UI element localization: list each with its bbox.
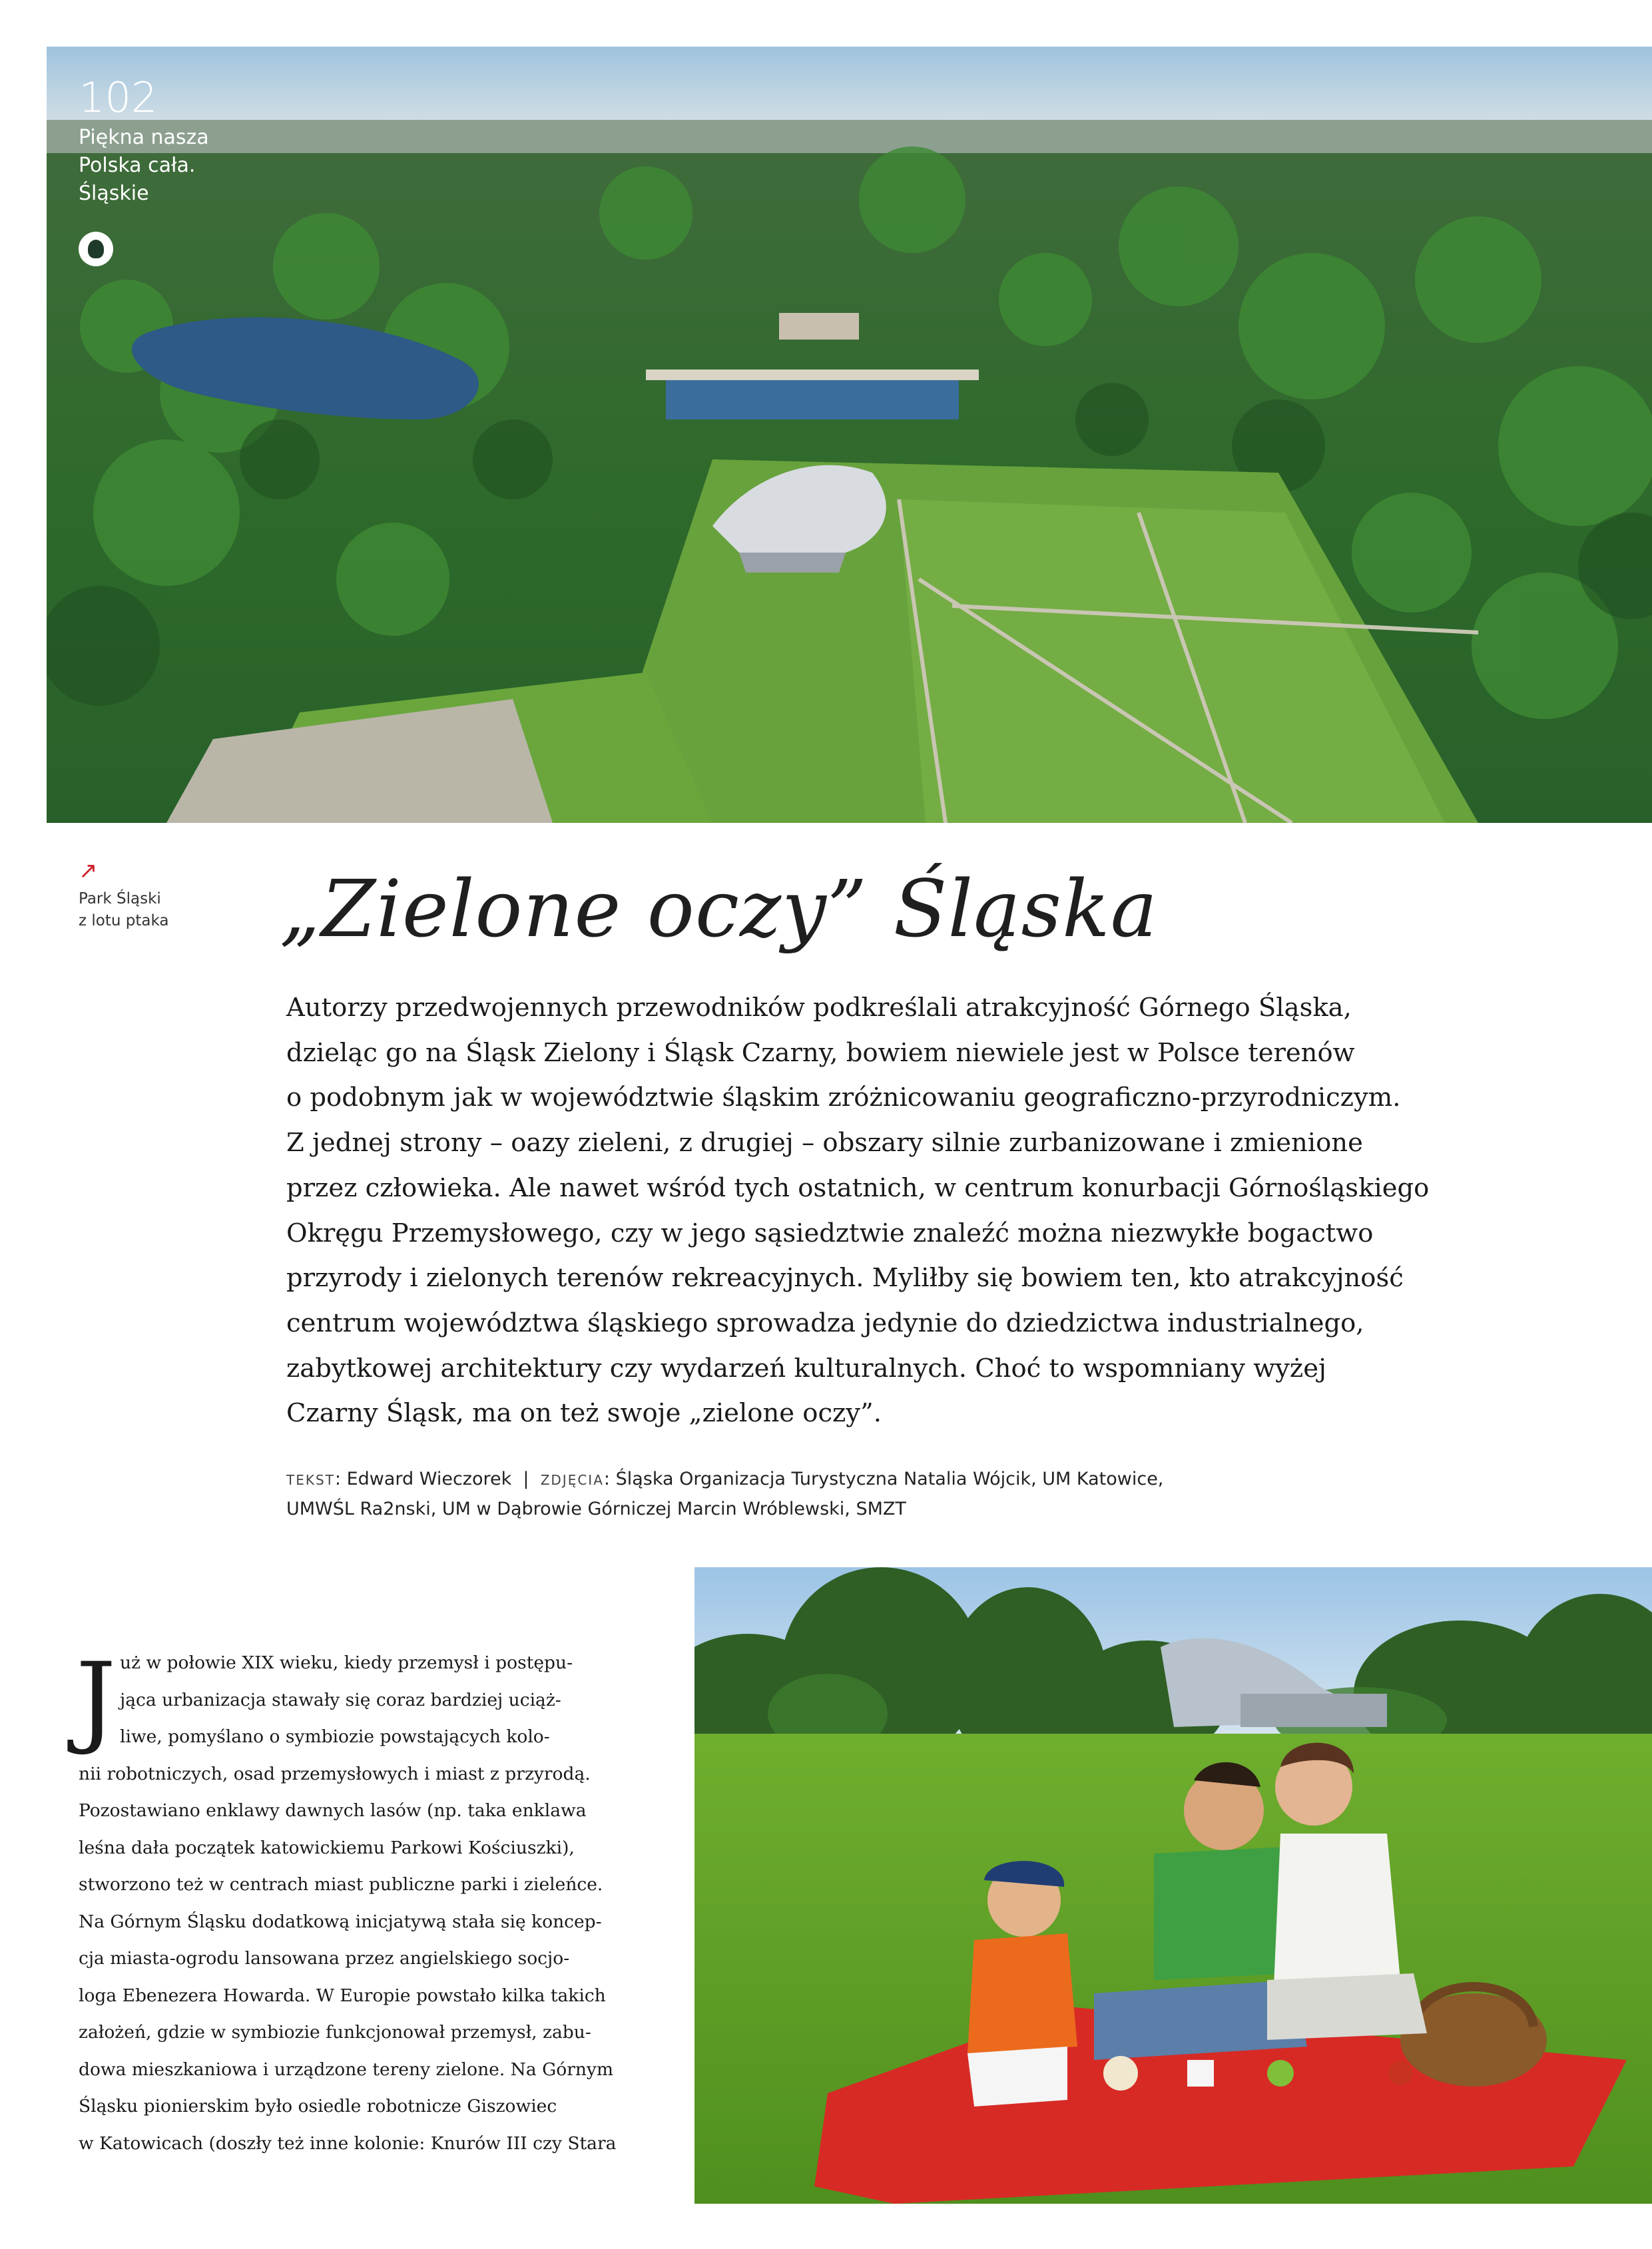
article-title: „Zielone oczy” Śląska bbox=[280, 863, 1158, 955]
arrow-up-right-icon: ↗ bbox=[79, 858, 98, 884]
body-line: stworzono też w centrach miast publiczne parki i zieleńce. bbox=[79, 1874, 603, 1895]
lead-line: o podobnym jak w województwie śląskim zróżnicowaniu geograficzno-przyrodniczym. bbox=[286, 1083, 1401, 1113]
body-text bbox=[79, 1644, 665, 2162]
credits bbox=[286, 1465, 1285, 1524]
lead-line: przez człowieka. Ale nawet wśród tych ostatnich, w centrum konurbacji Górnośląskiego bbox=[286, 1172, 1430, 1203]
lead-line: centrum województwa śląskiego sprowadza jedynie do dziedzictwa industrialnego, bbox=[286, 1308, 1364, 1338]
drop-cap: J bbox=[76, 1642, 117, 1758]
body-line: liwe, pomyślano o symbiozie powstających kolo- bbox=[120, 1726, 550, 1747]
lead-line: zabytkowej architektury czy wydarzeń kulturalnych. Choć to wspomniany wyżej bbox=[286, 1353, 1326, 1383]
lead-line: Okręgu Przemysłowego, czy w jego sąsiedztwie znaleźć można niezwykłe bogactwo bbox=[286, 1218, 1374, 1248]
credits-separator: | bbox=[523, 1469, 529, 1489]
region-emblem-icon bbox=[79, 232, 113, 266]
body-line: Śląsku pionierskim było osiedle robotnicze Giszowiec bbox=[79, 2096, 557, 2117]
body-line: w Katowicach (doszły też inne kolonie: Knurów III czy Stara bbox=[79, 2132, 617, 2154]
body-line: Na Górnym Śląsku dodatkową inicjatywą stała się koncep- bbox=[79, 1911, 602, 1932]
series-title-line: Polska cała. bbox=[79, 154, 196, 177]
lead-line: Czarny Śląsk, ma on też swoje „zielone oczy”. bbox=[286, 1398, 882, 1429]
lead-line: dzieląc go na Śląsk Zielony i Śląsk Czarny, bowiem niewiele jest w Polsce terenów bbox=[286, 1037, 1355, 1068]
picnic-family-photo bbox=[694, 1567, 1652, 2204]
body-line: Pozostawiano enklawy dawnych lasów (np. taka enklawa bbox=[79, 1800, 587, 1821]
lead-paragraph bbox=[286, 985, 1430, 1436]
body-line: leśna dała początek katowickiemu Parkowi Kościuszki), bbox=[79, 1837, 575, 1858]
text-label: TEKST bbox=[286, 1472, 335, 1488]
series-title bbox=[79, 124, 209, 208]
page-number: 102 bbox=[79, 73, 158, 122]
body-line: założeń, gdzie w symbiozie funkcjonował przemysł, zabu- bbox=[79, 2022, 591, 2043]
photo-credits: : Śląska Organizacja Turystyczna Natalia Wójcik, UM Katowice, bbox=[603, 1469, 1164, 1489]
series-title-line: Śląskie bbox=[79, 182, 149, 205]
lead-line: Z jednej strony – oazy zieleni, z drugiej – obszary silnie zurbanizowane i zmienione bbox=[286, 1128, 1363, 1158]
caption-line: z lotu ptaka bbox=[79, 912, 169, 929]
lead-line: przyrody i zielonych terenów rekreacyjnych. Myliłby się bowiem ten, kto atrakcyjność bbox=[286, 1263, 1404, 1294]
lead-line: Autorzy przedwojennych przewodników podkreślali atrakcyjność Górnego Śląska, bbox=[286, 993, 1352, 1023]
body-line: loga Ebenezera Howarda. W Europie powstało kilka takich bbox=[79, 1985, 606, 2006]
credits-line bbox=[286, 1465, 1285, 1495]
body-line: uż w połowie XIX wieku, kiedy przemysł i postępu- bbox=[120, 1652, 573, 1673]
caption-line: Park Śląski bbox=[79, 890, 161, 907]
series-title-line: Piękna nasza bbox=[79, 126, 209, 149]
body-line: dowa mieszkaniowa i urządzone tereny zielone. Na Górnym bbox=[79, 2059, 614, 2080]
folio bbox=[79, 75, 209, 266]
text-author: : Edward Wieczorek bbox=[334, 1469, 512, 1489]
photo-caption bbox=[79, 859, 252, 932]
photo-label: ZDJĘCIA bbox=[540, 1472, 604, 1488]
aerial-park-photo bbox=[47, 47, 1652, 823]
body-line: nii robotniczych, osad przemysłowych i miast z przyrodą. bbox=[79, 1763, 591, 1784]
photo-credits-continued: UMWŚL Ra2nski, UM w Dąbrowie Górniczej Marcin Wróblewski, SMZT bbox=[286, 1499, 906, 1519]
body-line: cja miasta-ogrodu lansowana przez angielskiego socjo- bbox=[79, 1948, 570, 1969]
body-line: jąca urbanizacja stawały się coraz bardziej uciąż- bbox=[120, 1689, 561, 1710]
